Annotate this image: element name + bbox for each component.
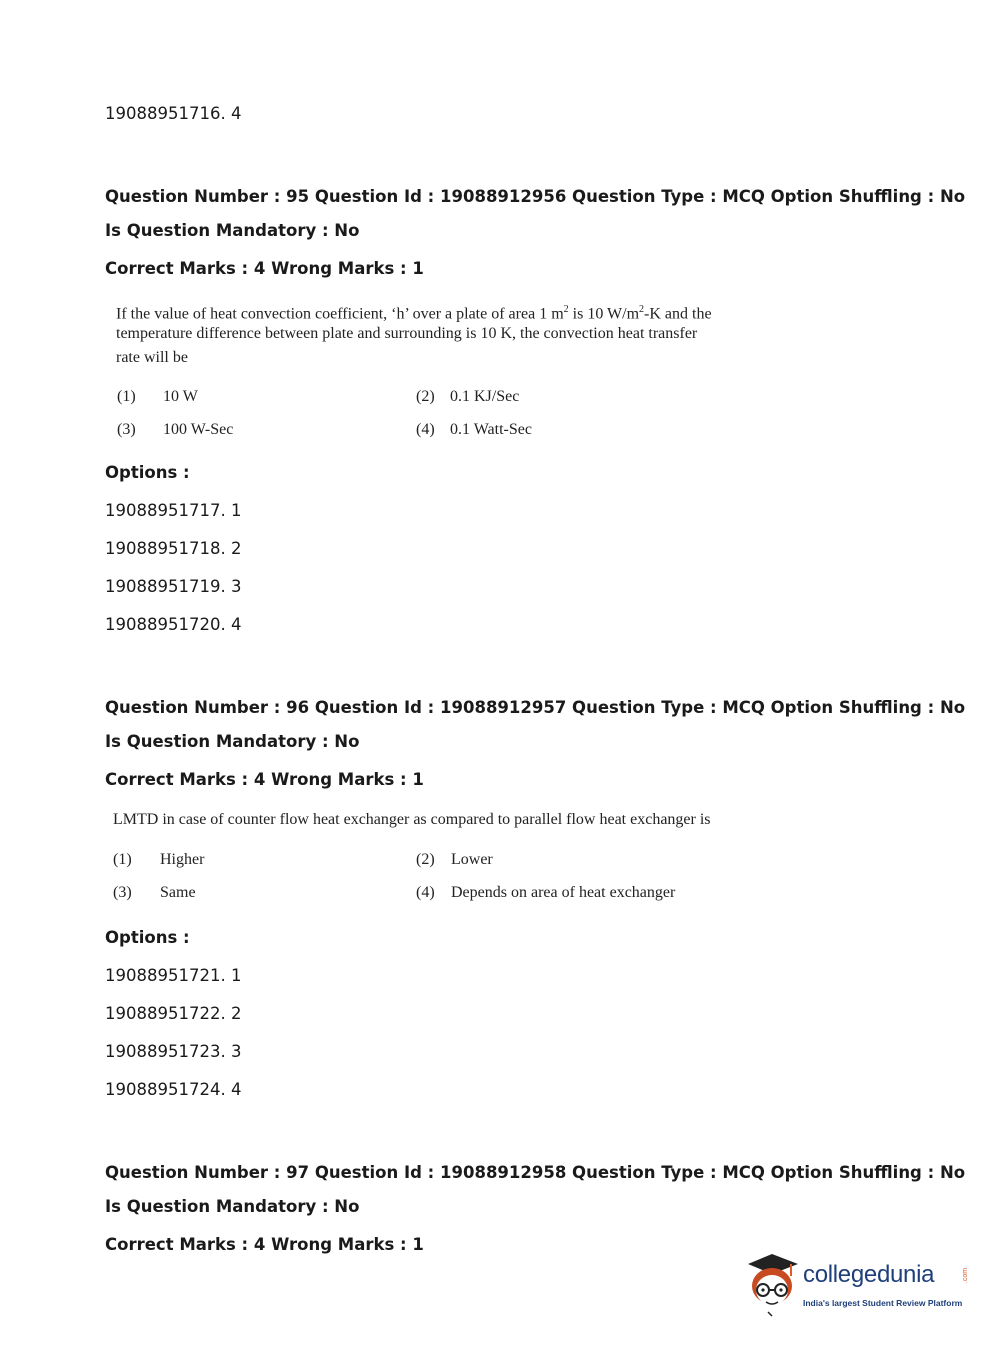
option-item: 19088951724. 4 xyxy=(105,1080,242,1099)
question-text-line: temperature difference between plate and surrounding is 10 K, the convection heat transfer xyxy=(116,325,698,342)
choice-number: (2) xyxy=(416,851,435,868)
question-marks: Correct Marks : 4 Wrong Marks : 1 xyxy=(105,770,424,789)
question-text-line: LMTD in case of counter flow heat exchanger as compared to parallel flow heat exchanger is xyxy=(113,811,711,828)
option-item: 19088951720. 4 xyxy=(105,615,242,634)
option-item: 19088951722. 2 xyxy=(105,1004,242,1023)
option-item: 19088951716. 4 xyxy=(105,104,242,123)
option-item: 19088951723. 3 xyxy=(105,1042,242,1061)
choice-text: 100 W-Sec xyxy=(163,421,234,438)
choice-number: (3) xyxy=(113,884,132,901)
brand-name: collegedunia xyxy=(803,1261,935,1288)
brand-tagline: India's largest Student Review Platform xyxy=(803,1298,963,1308)
choice-number: (3) xyxy=(117,421,136,438)
choice-text: Depends on area of heat exchanger xyxy=(451,884,676,901)
options-label: Options : xyxy=(105,463,190,482)
question-mandatory: Is Question Mandatory : No xyxy=(105,732,360,751)
choice-number: (1) xyxy=(117,388,136,405)
options-label: Options : xyxy=(105,928,190,947)
choice-text: 0.1 Watt-Sec xyxy=(450,421,532,438)
choice-number: (4) xyxy=(416,884,435,901)
choice-number: (1) xyxy=(113,851,132,868)
option-item: 19088951719. 3 xyxy=(105,577,242,596)
question-header: Question Number : 97 Question Id : 19088912958 Question Type : MCQ Option Shuffling : No xyxy=(105,1163,966,1182)
choice-number: (4) xyxy=(416,421,435,438)
choice-text: Same xyxy=(160,884,196,901)
option-item: 19088951717. 1 xyxy=(105,501,242,520)
choice-number: (2) xyxy=(416,388,435,405)
question-text-line: rate will be xyxy=(116,349,188,366)
question-mandatory: Is Question Mandatory : No xyxy=(105,1197,360,1216)
choice-text: Higher xyxy=(160,851,205,868)
brand-domain: .com xyxy=(962,1267,970,1284)
choice-text: 0.1 KJ/Sec xyxy=(450,388,520,405)
option-item: 19088951721. 1 xyxy=(105,966,242,985)
question-marks: Correct Marks : 4 Wrong Marks : 1 xyxy=(105,1235,424,1254)
question-mandatory: Is Question Mandatory : No xyxy=(105,221,360,240)
question-marks: Correct Marks : 4 Wrong Marks : 1 xyxy=(105,259,424,278)
choice-text: 10 W xyxy=(163,388,198,405)
choice-text: Lower xyxy=(451,851,493,868)
question-text-line: If the value of heat convection coefficient, ‘h’ over a plate of area 1 $m^2$ is 10 $W/m^2-K$ and the xyxy=(116,304,712,323)
question-header: Question Number : 95 Question Id : 19088912956 Question Type : MCQ Option Shuffling : No xyxy=(105,187,966,206)
option-item: 19088951718. 2 xyxy=(105,539,242,558)
collegedunia-mascot-icon xyxy=(742,1250,802,1318)
question-header: Question Number : 96 Question Id : 19088912957 Question Type : MCQ Option Shuffling : No xyxy=(105,698,966,717)
